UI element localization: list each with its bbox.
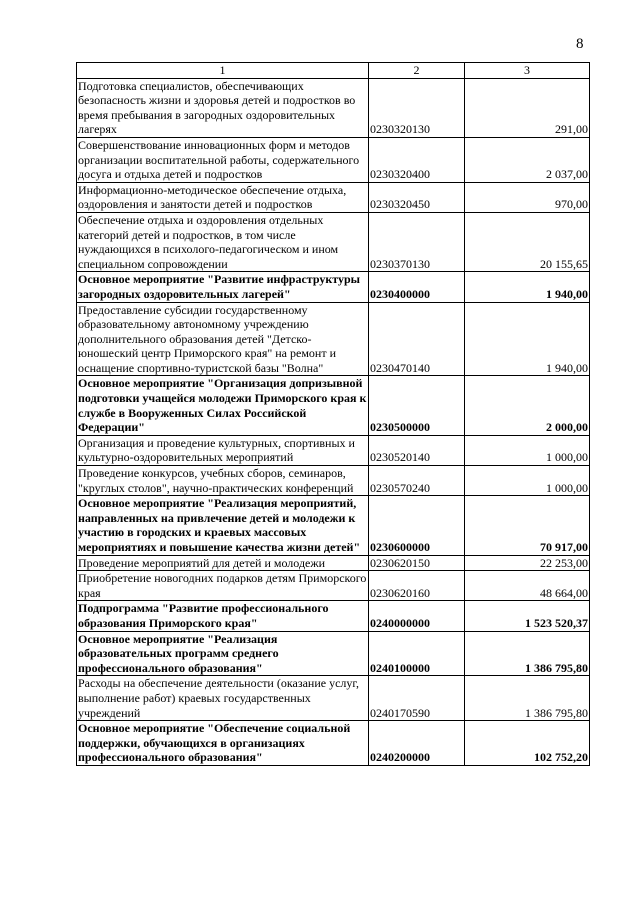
row-name-cell: Проведение конкурсов, учебных сборов, семинаров, "круглых столов", научно-практических конференций [77,466,369,496]
row-amount-cell: 2 037,00 [465,137,590,182]
row-amount-cell: 291,00 [465,78,590,137]
table-row [77,555,590,571]
column-header-1: 1 [77,63,369,79]
row-amount-cell: 1 000,00 [465,466,590,496]
row-code-cell: 0240200000 [369,721,465,766]
table-row [77,631,590,676]
row-amount-cell: 1 523 520,37 [465,601,590,631]
row-code-cell: 0240000000 [369,601,465,631]
row-code-cell: 0230620150 [369,555,465,571]
row-code-cell: 0230320450 [369,182,465,212]
row-amount-cell: 1 000,00 [465,435,590,465]
row-code-cell: 0230570240 [369,466,465,496]
row-code-cell: 0230520140 [369,435,465,465]
table-row [77,182,590,212]
row-amount-cell: 1 940,00 [465,272,590,302]
row-code-cell: 0230470140 [369,302,465,376]
row-name-cell: Основное мероприятие "Реализация образовательных программ среднего профессионального образования" [77,631,369,676]
row-amount-cell: 102 752,20 [465,721,590,766]
table-row [77,676,590,721]
row-name-cell: Подготовка специалистов, обеспечивающих безопасность жизни и здоровья детей и подростков во время пребывания в загородных оздоровительных лагерях [77,78,369,137]
row-name-cell: Основное мероприятие "Реализация мероприятий, направленных на привлечение детей и молодежи к участию в городских и краевых массовых мероприятиях и повышение качества жизни детей" [77,496,369,555]
row-name-cell: Совершенствование инновационных форм и методов организации воспитательной работы, содержательного досуга и отдыха детей и подростков [77,137,369,182]
row-name-cell: Проведение мероприятий для детей и молодежи [77,555,369,571]
row-name-cell: Информационно-методическое обеспечение отдыха, оздоровления и занятости детей и подростков [77,182,369,212]
row-name-cell: Расходы на обеспечение деятельности (оказание услуг, выполнение работ) краевых государственных учреждений [77,676,369,721]
row-code-cell: 0240170590 [369,676,465,721]
row-code-cell: 0240100000 [369,631,465,676]
table-body [77,78,590,765]
row-amount-cell: 22 253,00 [465,555,590,571]
row-name-cell: Основное мероприятие "Организация допризывной подготовки учащейся молодежи Приморского края к службе в Вооруженных Силах Российской Федерации" [77,376,369,435]
row-code-cell: 0230400000 [369,272,465,302]
table-row [77,571,590,601]
row-amount-cell: 1 386 795,80 [465,631,590,676]
row-code-cell: 0230600000 [369,496,465,555]
table-row [77,721,590,766]
row-code-cell: 0230320400 [369,137,465,182]
budget-table [76,62,590,766]
table-header-row [77,63,590,79]
row-code-cell: 0230500000 [369,376,465,435]
row-amount-cell: 1 386 795,80 [465,676,590,721]
table-row [77,78,590,137]
row-code-cell: 0230370130 [369,212,465,271]
row-amount-cell: 70 917,00 [465,496,590,555]
table-row [77,302,590,376]
row-name-cell: Основное мероприятие "Обеспечение социальной поддержки, обучающихся в организациях профессионального образования" [77,721,369,766]
page-number: 8 [576,36,584,52]
row-amount-cell: 1 940,00 [465,302,590,376]
table-row [77,212,590,271]
table-row [77,496,590,555]
row-amount-cell: 48 664,00 [465,571,590,601]
table-row [77,466,590,496]
table-row [77,601,590,631]
row-amount-cell: 2 000,00 [465,376,590,435]
table-row [77,137,590,182]
column-header-3: 3 [465,63,590,79]
row-amount-cell: 970,00 [465,182,590,212]
row-code-cell: 0230620160 [369,571,465,601]
row-code-cell: 0230320130 [369,78,465,137]
row-name-cell: Обеспечение отдыха и оздоровления отдельных категорий детей и подростков, в том числе нуждающихся в психолого-педагогическом и ином специальном сопровождении [77,212,369,271]
column-header-2: 2 [369,63,465,79]
table-row [77,435,590,465]
table-row [77,376,590,435]
row-name-cell: Подпрограмма "Развитие профессионального образования Приморского края" [77,601,369,631]
row-name-cell: Организация и проведение культурных, спортивных и культурно-оздоровительных мероприятий [77,435,369,465]
row-name-cell: Основное мероприятие "Развитие инфраструктуры загородных оздоровительных лагерей" [77,272,369,302]
row-amount-cell: 20 155,65 [465,212,590,271]
row-name-cell: Приобретение новогодних подарков детям Приморского края [77,571,369,601]
row-name-cell: Предоставление субсидии государственному образовательному автономному учреждению дополнительного образования детей "Детско-юношеский центр Приморского края" на ремонт и оснащение спортивно-туристской базы "Волна" [77,302,369,376]
table-row [77,272,590,302]
